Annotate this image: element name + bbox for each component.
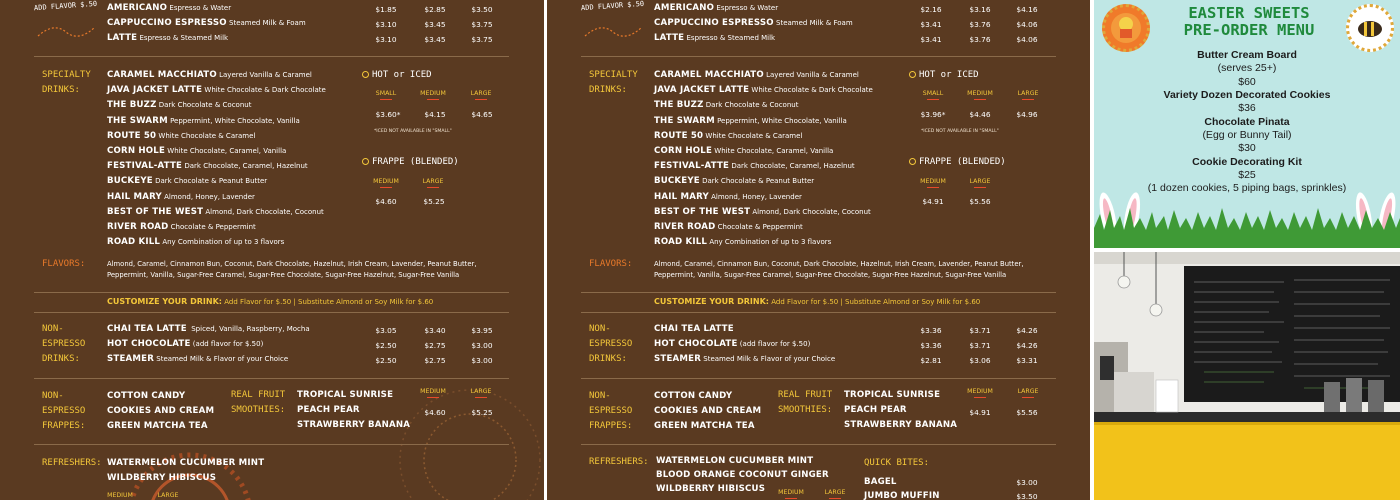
section-label-quick-bites: QUICK BITES: — [864, 458, 930, 468]
price: $3.00 — [471, 356, 493, 365]
list-item: STRAWBERRY BANANA — [844, 420, 958, 431]
list-item: JUMBO MUFFIN — [864, 491, 940, 500]
size-header-small: SMALL — [368, 90, 404, 100]
list-item: THE SWARM Peppermint, White Chocolate, Vanilla — [107, 115, 300, 126]
list-item: COOKIES AND CREAM — [107, 406, 215, 417]
price: $4.06 — [1016, 20, 1038, 29]
refreshers-list — [107, 456, 264, 486]
price: $3.71 — [969, 326, 991, 335]
price: $4.65 — [471, 110, 493, 119]
price: $3.45 — [424, 20, 446, 29]
section-label-flavors: FLAVORS: — [589, 259, 633, 269]
flavors-list: Almond, Caramel, Cinnamon Bun, Coconut, Dark Chocolate, Hazelnut, Irish Cream, Lavender, Peanut Butter, Peppermint, Vanilla, Sugar-Free Caramel, Sugar-Free Chocolate, Sugar-Free Hazelnut, Sugar-Free Vanilla — [654, 260, 1024, 279]
hot-iced-option: HOT or ICED — [362, 70, 432, 80]
circle-icon — [909, 158, 916, 165]
price: $1.85 — [375, 5, 397, 14]
size-header-large: LARGE — [962, 178, 998, 188]
size-header-large: LARGE — [1010, 388, 1046, 398]
list-item: THE BUZZ Dark Chocolate & Coconut — [107, 100, 252, 111]
size-header-medium: MEDIUM — [962, 90, 998, 100]
flyer-item-detail: (1 dozen cookies, 5 piping bags, sprinkles) — [1147, 182, 1347, 194]
section-label-non-espresso: NON- ESPRESSO DRINKS: — [42, 324, 86, 364]
easter-preorder-flyer — [1094, 0, 1400, 248]
flyer-item-price: $36 — [1238, 102, 1256, 114]
price: $4.26 — [1016, 326, 1038, 335]
list-item: TROPICAL SUNRISE — [297, 390, 394, 400]
list-item: RIVER ROAD Chocolate & Peppermint — [107, 222, 256, 233]
list-item: BAGEL — [864, 477, 897, 487]
list-item: CAPPUCCINO ESPRESSO Steamed Milk & Foam — [107, 18, 306, 28]
list-item: WILDBERRY HIBISCUS — [656, 484, 766, 494]
list-item: JAVA JACKET LATTE White Chocolate & Dark Chocolate — [654, 85, 873, 96]
price: $3.00 — [471, 341, 493, 350]
size-header-large: LARGE — [1010, 90, 1046, 100]
list-item: ROAD KILL Any Combination of up to 3 flavors — [654, 237, 832, 248]
section-label-smoothies: REAL FRUIT SMOOTHIES: — [778, 390, 833, 415]
divider — [581, 292, 1056, 293]
price: $2.50 — [375, 356, 397, 365]
size-header-medium: MEDIUM — [773, 489, 809, 499]
section-label-frappes: NON- ESPRESSO FRAPPES: — [589, 391, 633, 431]
list-item: LATTE Espresso & Steamed Milk — [654, 33, 776, 43]
price: $3.36 — [920, 326, 942, 335]
section-label-specialty: SPECIALTY DRINKS: — [589, 70, 638, 95]
price: $3.40 — [424, 326, 446, 335]
section-label-specialty: SPECIALTY DRINKS: — [42, 70, 91, 95]
price: $3.60* — [375, 110, 401, 119]
divider — [34, 444, 509, 445]
add-flavor-badge: ADD FLAVOR $.50 — [580, 0, 645, 13]
price: $3.16 — [969, 5, 991, 14]
list-item: STRAWBERRY BANANA — [297, 420, 411, 431]
size-header-large: LARGE — [415, 178, 451, 188]
divider — [581, 312, 1056, 313]
circle-icon — [362, 158, 369, 165]
price: $4.60 — [424, 408, 446, 417]
flyer-item-name: Variety Dozen Decorated Cookies — [1163, 89, 1331, 101]
list-item: THE BUZZ Dark Chocolate & Coconut — [654, 100, 799, 111]
list-item: STEAMER Steamed Milk & Flavor of your Choice — [654, 354, 836, 364]
frappe-option: FRAPPE (BLENDED) — [362, 157, 459, 167]
price: $3.71 — [969, 341, 991, 350]
swirl-icon — [583, 22, 643, 40]
price: $3.76 — [969, 35, 991, 44]
price: $5.56 — [969, 197, 991, 206]
smoothies-list — [297, 388, 410, 434]
size-header-large: LARGE — [463, 388, 499, 398]
divider — [34, 378, 509, 379]
list-item: THE SWARM Peppermint, White Chocolate, Vanilla — [654, 115, 847, 126]
list-item: ROAD KILL Any Combination of up to 3 flavors — [107, 237, 285, 248]
add-flavor-badge: ADD FLAVOR $.50 — [33, 0, 98, 13]
list-item: WILDBERRY HIBISCUS — [107, 473, 217, 484]
size-header-large: LARGE — [463, 90, 499, 100]
list-item: BLOOD ORANGE COCONUT GINGER — [656, 470, 829, 480]
price: $4.91 — [969, 408, 991, 417]
price: $3.36 — [920, 341, 942, 350]
divider — [34, 56, 509, 57]
cupcake-icon — [1105, 7, 1147, 49]
price: $3.75 — [471, 20, 493, 29]
specialty-list — [107, 68, 326, 250]
price: $3.06 — [969, 356, 991, 365]
price: $2.81 — [920, 356, 942, 365]
divider — [34, 312, 509, 313]
size-header-medium: MEDIUM — [415, 388, 451, 398]
size-header-small: SMALL — [915, 90, 951, 100]
list-item: GREEN MATCHA TEA — [107, 421, 208, 432]
flyer-item-price: $25 — [1238, 169, 1256, 181]
divider — [581, 56, 1056, 57]
list-item: COOKIES AND CREAM — [654, 406, 762, 417]
menu-board-left — [0, 0, 544, 500]
list-item: HAIL MARY Almond, Honey, Lavender — [654, 191, 802, 202]
circle-icon — [362, 71, 369, 78]
list-item: CORN HOLE White Chocolate, Caramel, Vanilla — [654, 146, 834, 157]
list-item: LATTE Espresso & Steamed Milk — [107, 33, 229, 43]
flavors-list: Almond, Caramel, Cinnamon Bun, Coconut, Dark Chocolate, Hazelnut, Irish Cream, Lavender, Peanut Butter, Peppermint, Vanilla, Sugar-Free Caramel, Sugar-Free Chocolate, Sugar-Free Hazelnut, Sugar-Free Vanilla — [107, 260, 477, 279]
list-item: CARAMEL MACCHIATO Layered Vanilla & Caramel — [654, 70, 859, 80]
section-label-refreshers: REFRESHERS: — [589, 457, 649, 467]
price: $3.05 — [375, 326, 397, 335]
hot-iced-option: HOT or ICED — [909, 70, 979, 80]
list-item: CHAI TEA LATTE Spiced, Vanilla, Raspberry, Mocha — [107, 324, 310, 334]
list-item: WATERMELON CUCUMBER MINT — [107, 458, 265, 468]
size-header-medium: MEDIUM — [962, 388, 998, 398]
section-label-smoothies: REAL FRUIT SMOOTHIES: — [231, 390, 286, 415]
price: $2.50 — [375, 341, 397, 350]
list-item: CHAI TEA LATTE — [654, 324, 734, 334]
flyer-item-name: Butter Cream Board — [1197, 49, 1297, 61]
flyer-item-name: Cookie Decorating Kit — [1192, 156, 1302, 168]
price: $3.75 — [471, 35, 493, 44]
size-header-large: LARGE — [150, 492, 186, 500]
menu-board-right — [547, 0, 1090, 500]
price: $5.56 — [1016, 408, 1038, 417]
price: $3.95 — [471, 326, 493, 335]
price: $4.26 — [1016, 341, 1038, 350]
size-header-medium: MEDIUM — [915, 178, 951, 188]
list-item: ROUTE 50 White Chocolate & Caramel — [654, 130, 803, 141]
price: $2.16 — [920, 5, 942, 14]
price: $4.06 — [1016, 35, 1038, 44]
flyer-item-detail: (Egg or Bunny Tail) — [1202, 129, 1292, 141]
divider — [581, 378, 1056, 379]
price: $5.25 — [471, 408, 493, 417]
price: $3.50 — [471, 5, 493, 14]
list-item: COTTON CANDY — [654, 391, 733, 401]
price: $3.10 — [375, 35, 397, 44]
list-item: CORN HOLE White Chocolate, Caramel, Vanilla — [107, 146, 287, 157]
list-item: BUCKEYE Dark Chocolate & Peanut Butter — [654, 176, 815, 187]
list-item: BEST OF THE WEST Almond, Dark Chocolate, Coconut — [654, 206, 871, 217]
list-item: BUCKEYE Dark Chocolate & Peanut Butter — [107, 176, 268, 187]
section-label-flavors: FLAVORS: — [42, 259, 86, 269]
list-item: HAIL MARY Almond, Honey, Lavender — [107, 191, 255, 202]
bee-icon — [1349, 7, 1391, 49]
coffee-shop-photo — [1094, 252, 1400, 500]
price: $2.75 — [424, 356, 446, 365]
list-item: AMERICANO Espresso & Water — [654, 3, 779, 13]
circle-icon — [909, 71, 916, 78]
frappes-list — [654, 389, 761, 435]
section-label-refreshers: REFRESHERS: — [42, 458, 102, 468]
list-item: GREEN MATCHA TEA — [654, 421, 755, 432]
price: $3.45 — [424, 35, 446, 44]
price: $2.75 — [424, 341, 446, 350]
price: $3.00 — [1016, 478, 1038, 487]
java-jackets-logo — [1346, 4, 1394, 52]
list-item: COTTON CANDY — [107, 391, 186, 401]
price: $3.76 — [969, 20, 991, 29]
grass-decoration — [1094, 206, 1400, 248]
list-item: FESTIVAL-ATTE Dark Chocolate, Caramel, Hazelnut — [654, 161, 855, 172]
customize-line: CUSTOMIZE YOUR DRINK: Add Flavor for $.50 | Substitute Almond or Soy Milk for $.60 — [654, 297, 981, 306]
price: $3.31 — [1016, 356, 1038, 365]
list-item: STEAMER Steamed Milk & Flavor of your Choice — [107, 354, 289, 364]
frappe-option: FRAPPE (BLENDED) — [909, 157, 1006, 167]
price: $4.16 — [1016, 5, 1038, 14]
list-item: FESTIVAL-ATTE Dark Chocolate, Caramel, Hazelnut — [107, 161, 308, 172]
list-item: TROPICAL SUNRISE — [844, 390, 941, 400]
size-header-medium: MEDIUM — [368, 178, 404, 188]
list-item: PEACH PEAR — [297, 405, 360, 416]
price: $3.50 — [1016, 492, 1038, 500]
price: $5.25 — [423, 197, 445, 206]
price: $4.46 — [969, 110, 991, 119]
list-item: WATERMELON CUCUMBER MINT — [656, 456, 814, 466]
shop-interior-image — [1094, 252, 1400, 500]
flyer-item-price: $60 — [1238, 76, 1256, 88]
list-item: JAVA JACKET LATTE White Chocolate & Dark Chocolate — [107, 85, 326, 96]
flyer-item-price: $30 — [1238, 142, 1256, 154]
price: $4.96 — [1016, 110, 1038, 119]
flyer-item-name: Chocolate Pinata — [1204, 116, 1290, 128]
price: $4.91 — [922, 197, 944, 206]
list-item: HOT CHOCOLATE (add flavor for $.50) — [107, 339, 264, 349]
flyer-item-detail: (serves 25+) — [1217, 62, 1277, 74]
price: $3.10 — [375, 20, 397, 29]
swirl-icon — [36, 22, 96, 40]
customize-line: CUSTOMIZE YOUR DRINK: Add Flavor for $.50 | Substitute Almond or Soy Milk for $.60 — [107, 297, 434, 306]
list-item: PEACH PEAR — [844, 405, 907, 416]
list-item: AMERICANO Espresso & Water — [107, 3, 232, 13]
frappes-list — [107, 389, 214, 435]
list-item: RIVER ROAD Chocolate & Peppermint — [654, 222, 803, 233]
size-header-medium: MEDIUM — [415, 90, 451, 100]
price: $4.60 — [375, 197, 397, 206]
list-item: ROUTE 50 White Chocolate & Caramel — [107, 130, 256, 141]
price: $3.96* — [920, 110, 946, 119]
divider — [34, 292, 509, 293]
price: $3.41 — [920, 20, 942, 29]
price: $4.15 — [424, 110, 446, 119]
iced-note: *ICED NOT AVAILABLE IN "SMALL" — [921, 129, 999, 134]
list-item: HOT CHOCOLATE (add flavor for $.50) — [654, 339, 811, 349]
price: $3.41 — [920, 35, 942, 44]
happy-flour-logo — [1102, 4, 1150, 52]
section-label-non-espresso: NON- ESPRESSO DRINKS: — [589, 324, 633, 364]
list-item: CARAMEL MACCHIATO Layered Vanilla & Caramel — [107, 70, 312, 80]
flyer-title: EASTER SWEETS PRE-ORDER MENU — [1183, 4, 1315, 39]
list-item: CAPPUCCINO ESPRESSO Steamed Milk & Foam — [654, 18, 853, 28]
section-label-frappes: NON- ESPRESSO FRAPPES: — [42, 391, 86, 431]
price: $2.85 — [424, 5, 446, 14]
divider — [581, 444, 1056, 445]
size-header-medium: MEDIUM — [102, 492, 138, 500]
iced-note: *ICED NOT AVAILABLE IN "SMALL" — [374, 129, 452, 134]
size-header-large: LARGE — [817, 489, 853, 499]
smoothies-list — [844, 388, 957, 434]
specialty-list — [654, 68, 873, 250]
list-item: BEST OF THE WEST Almond, Dark Chocolate, Coconut — [107, 206, 324, 217]
